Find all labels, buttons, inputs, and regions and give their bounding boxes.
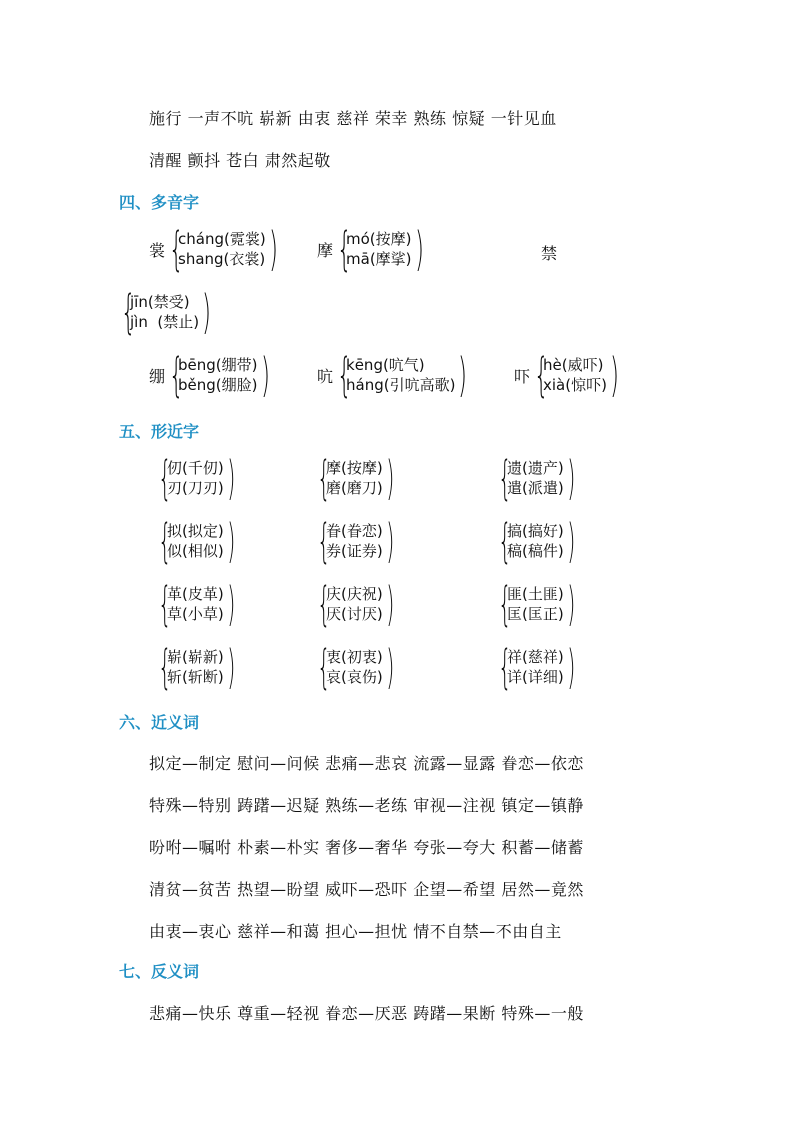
polyphonic-char: 吭 — [317, 366, 334, 386]
right-paren: ) — [268, 222, 278, 276]
reading: bēng(绷带) — [178, 356, 258, 374]
right-paren: ) — [227, 640, 236, 694]
similar-char-pair — [495, 451, 576, 505]
left-brace: { — [317, 640, 331, 694]
section-heading-polyphonic: 四、多音字 — [119, 193, 200, 212]
polyphonic-char: 禁 — [541, 244, 558, 263]
polyphonic-group — [149, 348, 270, 402]
polyphonic-group — [118, 285, 212, 339]
antonym-line-1: 悲痛—快乐 尊重—轻视 眷恋—厌恶 踌躇—果断 特殊—一般 — [149, 1004, 584, 1023]
pair-item: 稿(稿件) — [507, 542, 564, 560]
pair-item: 斩(斩断) — [167, 668, 224, 686]
pair-item: 祥(慈祥) — [507, 648, 564, 666]
synonym-line-5: 由衷—衷心 慈祥—和蔼 担心—担忧 情不自禁—不由自主 — [149, 922, 562, 941]
polyphonic-char: 绷 — [149, 366, 166, 386]
pair-item: 拟(拟定) — [167, 522, 224, 540]
polyphonic-char: 吓 — [514, 366, 531, 386]
right-paren: ) — [458, 348, 468, 402]
pair-item: 革(皮革) — [167, 585, 224, 603]
reading: běng(绷脸) — [178, 376, 258, 394]
polyphonic-char: 摩 — [317, 240, 334, 260]
left-brace: { — [169, 348, 184, 402]
section-heading-synonyms: 六、近义词 — [119, 713, 200, 732]
left-brace: { — [337, 222, 352, 276]
left-brace: { — [498, 451, 512, 505]
similar-char-pair — [155, 451, 236, 505]
similar-char-pair — [495, 577, 576, 631]
left-brace: { — [121, 285, 136, 339]
reading: jìn (禁止) — [130, 313, 200, 331]
pair-item: 衷(初衷) — [326, 648, 383, 666]
reading: jīn(禁受) — [130, 293, 190, 311]
reading: cháng(霓裳) — [178, 230, 266, 248]
right-paren: ) — [202, 285, 212, 339]
right-paren: ) — [567, 451, 576, 505]
pair-item: 详(详细) — [507, 668, 564, 686]
left-brace: { — [337, 348, 352, 402]
left-brace: { — [158, 640, 172, 694]
pair-item: 哀(哀伤) — [326, 668, 383, 686]
right-paren: ) — [386, 640, 395, 694]
similar-char-pair — [155, 640, 236, 694]
reading: xià(惊吓) — [543, 376, 607, 394]
pair-item: 磨(磨刀) — [326, 479, 383, 497]
right-paren: ) — [260, 348, 270, 402]
similar-char-pair — [314, 514, 395, 568]
pair-item: 搞(搞好) — [507, 522, 564, 540]
pair-item: 遣(派遣) — [507, 479, 564, 497]
right-paren: ) — [386, 514, 395, 568]
right-paren: ) — [227, 577, 236, 631]
right-paren: ) — [567, 577, 576, 631]
polyphonic-group — [514, 348, 619, 402]
pair-item: 摩(按摩) — [326, 459, 383, 477]
right-paren: ) — [386, 451, 395, 505]
left-brace: { — [158, 577, 172, 631]
synonym-line-3: 吩咐—嘱咐 朴素—朴实 奢侈—奢华 夸张—夸大 积蓄—储蓄 — [149, 838, 584, 857]
similar-char-pair — [314, 577, 395, 631]
synonym-line-4: 清贫—贫苦 热望—盼望 威吓—恐吓 企望—希望 居然—竟然 — [149, 880, 584, 899]
polyphonic-group — [317, 222, 424, 276]
pair-item: 庆(庆祝) — [326, 585, 383, 603]
polyphonic-group — [317, 348, 468, 402]
section-heading-antonyms: 七、反义词 — [119, 962, 200, 981]
reading: háng(引吭高歌) — [346, 376, 456, 394]
similar-char-pair — [314, 451, 395, 505]
left-brace: { — [498, 577, 512, 631]
pair-item: 匪(土匪) — [507, 585, 564, 603]
pair-item: 刃(刀刃) — [167, 479, 224, 497]
pair-item: 草(小草) — [167, 605, 224, 623]
right-paren: ) — [567, 640, 576, 694]
reading: mā(摩挲) — [346, 250, 412, 268]
synonym-line-2: 特殊—特别 踌躇—迟疑 熟练—老练 审视—注视 镇定—镇静 — [149, 796, 584, 815]
similar-char-pair — [495, 640, 576, 694]
right-paren: ) — [227, 514, 236, 568]
right-paren: ) — [609, 348, 619, 402]
similar-char-pair — [314, 640, 395, 694]
right-paren: ) — [414, 222, 424, 276]
vocab-line-2: 清醒 颤抖 苍白 肃然起敬 — [149, 151, 331, 170]
pair-item: 匡(匡正) — [507, 605, 564, 623]
reading: kēng(吭气) — [346, 356, 425, 374]
similar-char-pair — [155, 514, 236, 568]
left-brace: { — [158, 451, 172, 505]
pair-item: 仞(千仞) — [167, 459, 224, 477]
reading: shang(衣裳) — [178, 250, 266, 268]
left-brace: { — [534, 348, 549, 402]
left-brace: { — [317, 514, 331, 568]
synonym-line-1: 拟定—制定 慰问—问候 悲痛—悲哀 流露—显露 眷恋—依恋 — [149, 754, 584, 773]
polyphonic-char: 裳 — [149, 240, 166, 260]
pair-item: 似(相似) — [167, 542, 224, 560]
left-brace: { — [317, 451, 331, 505]
left-brace: { — [498, 640, 512, 694]
similar-char-pair — [495, 514, 576, 568]
pair-item: 券(证券) — [326, 542, 383, 560]
section-heading-similar-chars: 五、形近字 — [119, 422, 200, 441]
pair-item: 厌(讨厌) — [326, 605, 383, 623]
similar-char-pair — [155, 577, 236, 631]
pair-item: 崭(崭新) — [167, 648, 224, 666]
left-brace: { — [498, 514, 512, 568]
right-paren: ) — [386, 577, 395, 631]
left-brace: { — [169, 222, 184, 276]
pair-item: 遗(遗产) — [507, 459, 564, 477]
pair-item: 眷(眷恋) — [326, 522, 383, 540]
left-brace: { — [158, 514, 172, 568]
right-paren: ) — [227, 451, 236, 505]
reading: hè(威吓) — [543, 356, 604, 374]
vocab-line-1: 施行 一声不吭 崭新 由衷 慈祥 荣幸 熟练 惊疑 一针见血 — [149, 109, 557, 128]
polyphonic-group — [149, 222, 278, 276]
left-brace: { — [317, 577, 331, 631]
right-paren: ) — [567, 514, 576, 568]
reading: mó(按摩) — [346, 230, 412, 248]
